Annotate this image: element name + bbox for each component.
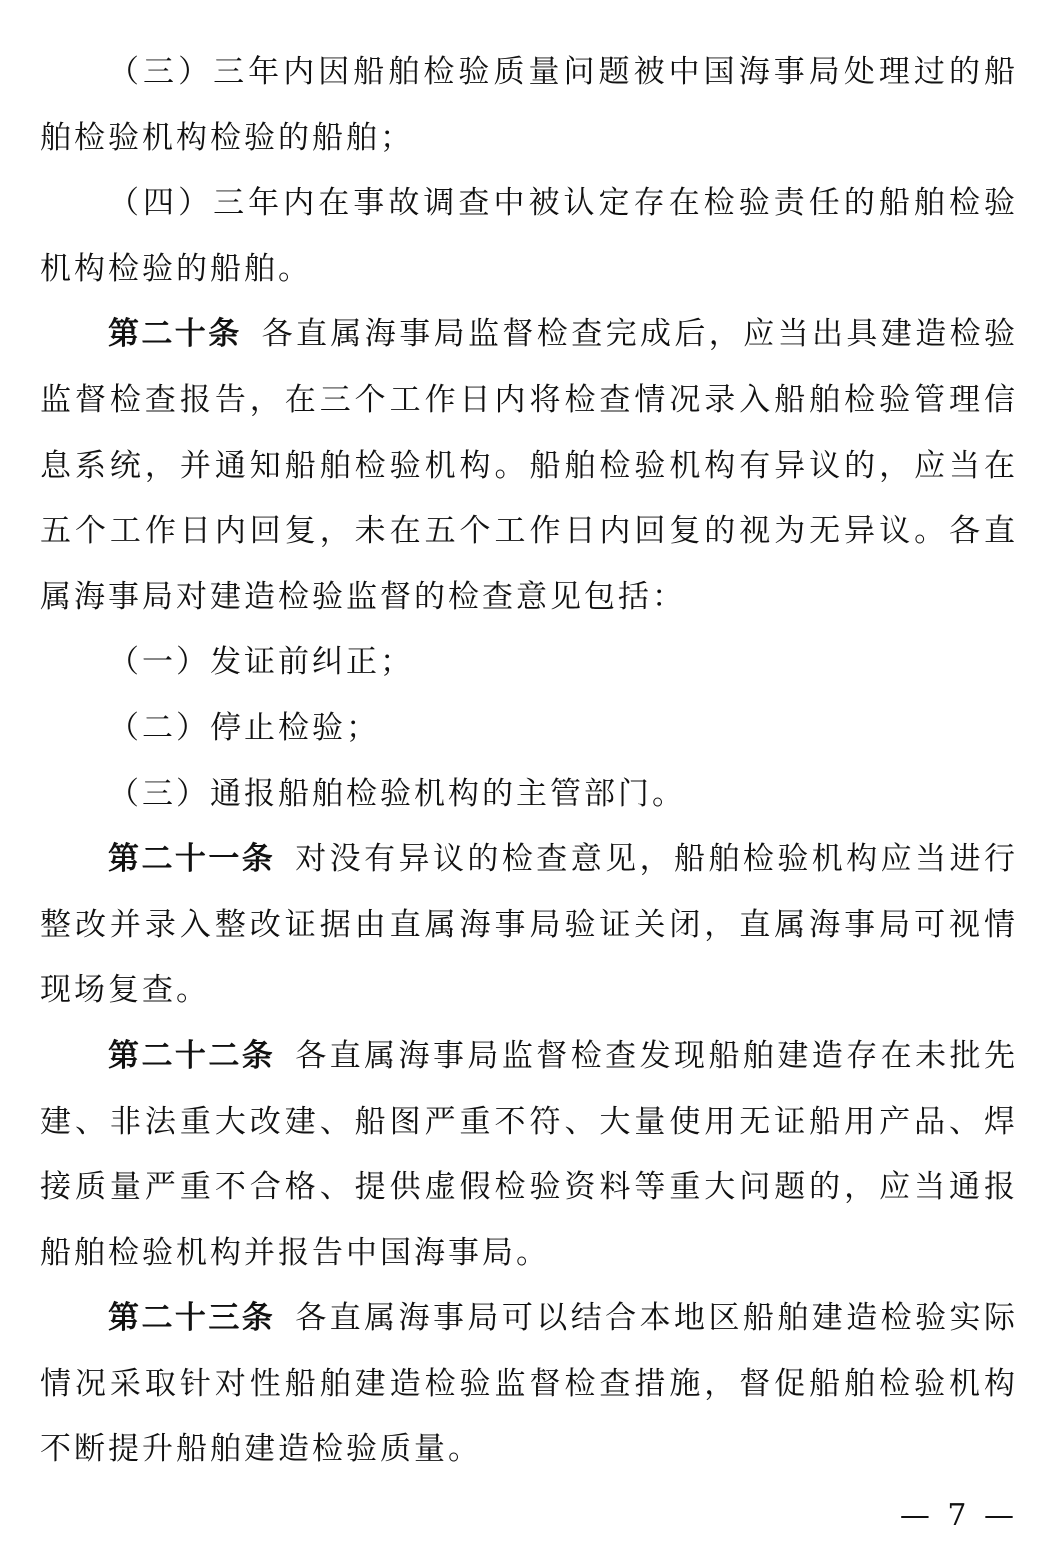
document-page <box>40 40 1018 1483</box>
paragraph-text: （四）三年内在事故调查中被认定存在检验责任的船舶检验机构检验的船舶。 <box>40 185 1018 287</box>
article-heading: 第二十条 <box>108 316 242 353</box>
opinion-item-2 <box>40 696 1018 762</box>
paragraph-item-3 <box>40 40 1018 171</box>
paragraph-text: （三）三年内因船舶检验质量问题被中国海事局处理过的船舶检验机构检验的船舶； <box>40 54 1018 156</box>
article-21 <box>40 827 1018 1024</box>
article-20 <box>40 302 1018 630</box>
page-number: — 7 — <box>899 1498 1018 1533</box>
paragraph-text: 各直属海事局监督检查发现船舶建造存在未批先建、非法重大改建、船图严重不符、大量使用无证船用产品、焊接质量严重不合格、提供虚假检验资料等重大问题的，应当通报船舶检验机构并报告中国海事局。 <box>40 1037 1019 1271</box>
paragraph-text: 对没有异议的检查意见，船舶检验机构应当进行整改并录入整改证据由直属海事局验证关闭，直属海事局可视情现场复查。 <box>40 841 1019 1009</box>
article-22 <box>40 1024 1018 1286</box>
article-heading: 第二十一条 <box>108 841 276 878</box>
article-heading: 第二十二条 <box>108 1037 276 1074</box>
opinion-item-1 <box>40 630 1018 696</box>
paragraph-text: 各直属海事局可以结合本地区船舶建造检验实际情况采取针对性船舶建造检验监督检查措施，督促船舶检验机构不断提升船舶建造检验质量。 <box>40 1300 1019 1468</box>
paragraph-item-4 <box>40 171 1018 302</box>
paragraph-text: 各直属海事局监督检查完成后，应当出具建造检验监督检查报告，在三个工作日内将检查情况录入船舶检验管理信息系统，并通知船舶检验机构。船舶检验机构有异议的，应当在五个工作日内回复，未在五个工作日内回复的视为无异议。各直属海事局对建造检验监督的检查意见包括： <box>40 316 1019 615</box>
article-23 <box>40 1286 1018 1483</box>
opinion-item-3 <box>40 762 1018 828</box>
article-heading: 第二十三条 <box>108 1300 276 1337</box>
paragraph-text: （二）停止检验； <box>108 709 380 746</box>
paragraph-text: （三）通报船舶检验机构的主管部门。 <box>108 775 686 812</box>
paragraph-text: （一）发证前纠正； <box>108 644 414 681</box>
